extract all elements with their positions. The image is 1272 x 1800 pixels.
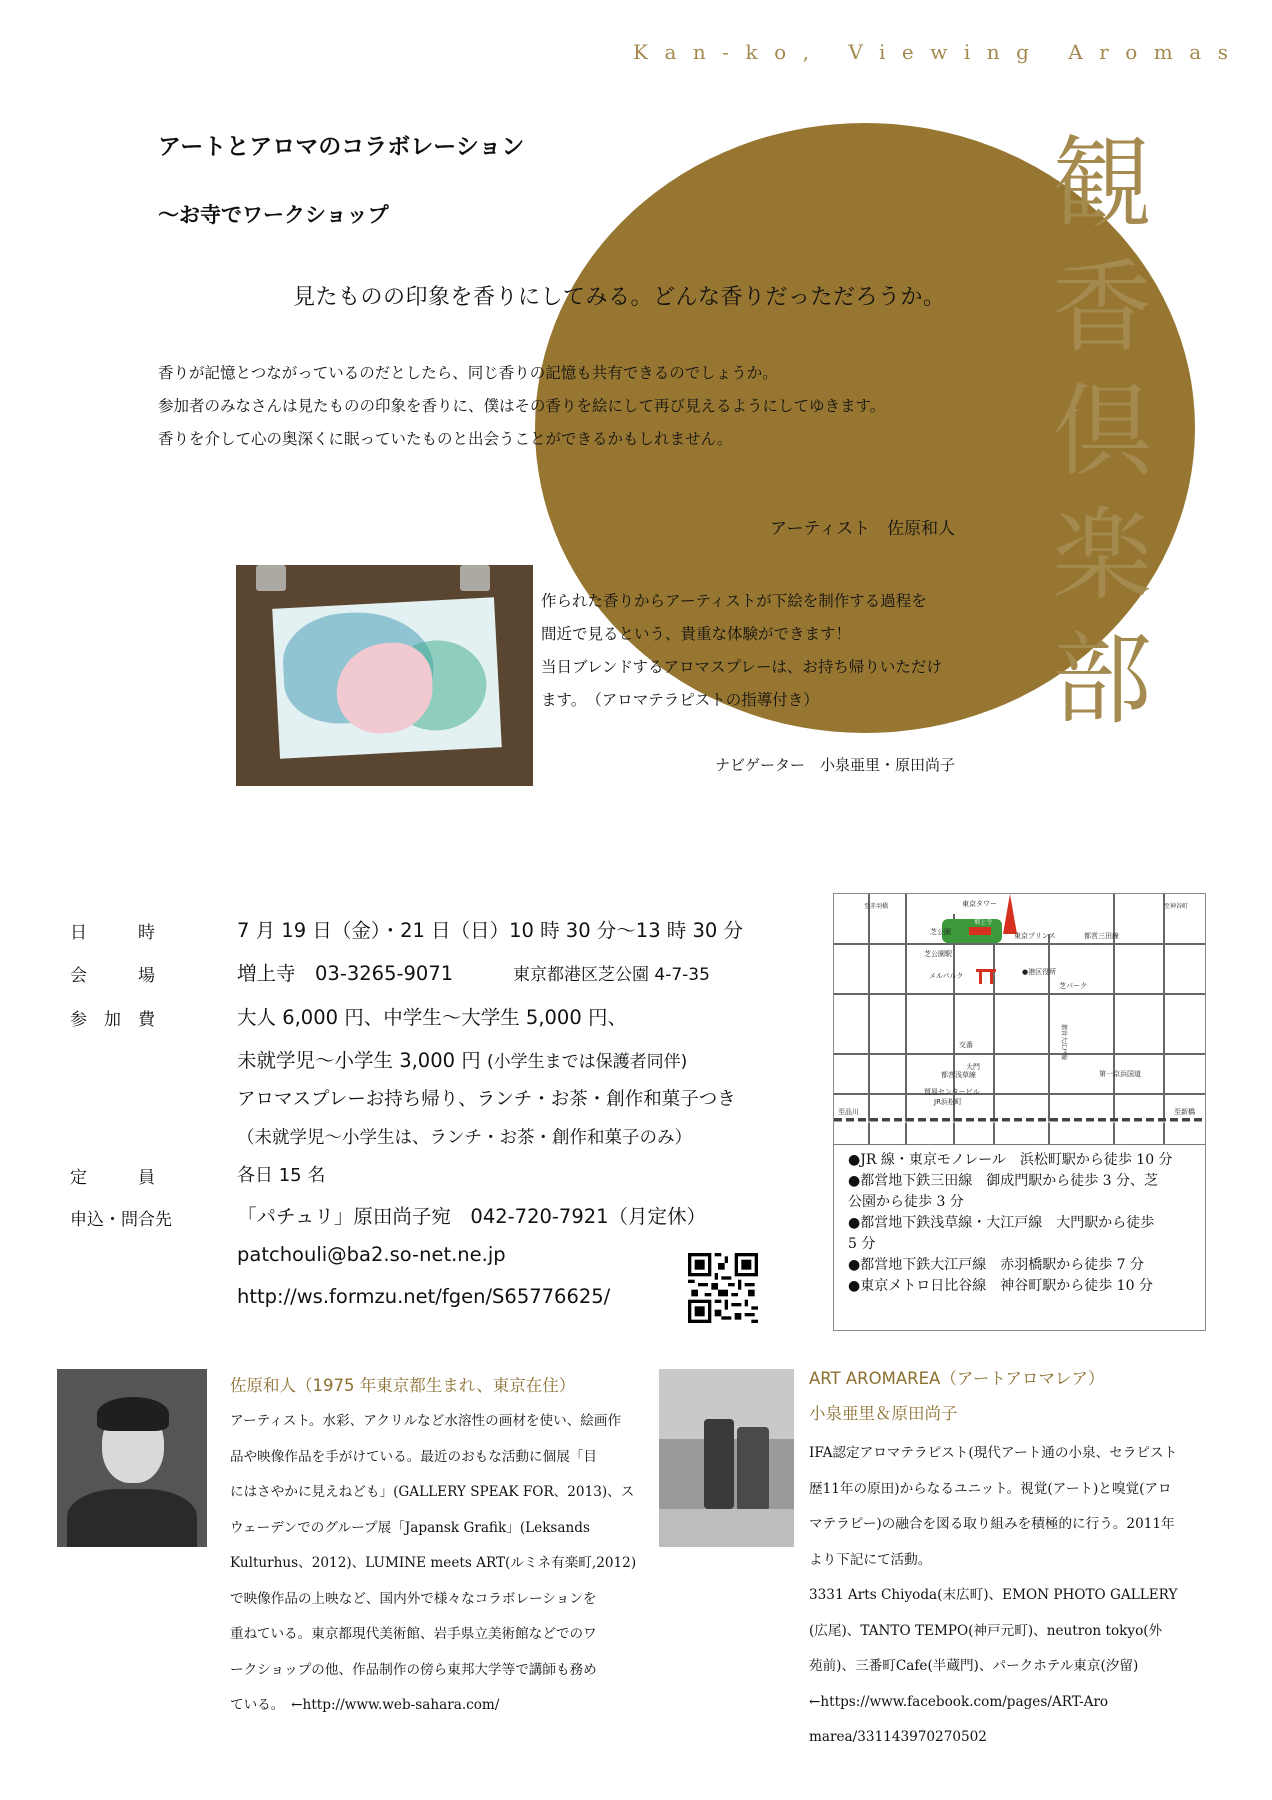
tokyo-tower-icon <box>1003 894 1017 934</box>
map-label: JR浜松町 <box>934 1098 962 1106</box>
intro-line: 香りを介して心の奥深くに眠っていたものと出会うことができるかもしれません。 <box>158 430 733 448</box>
hair <box>97 1397 169 1431</box>
map-label: 増上寺 <box>974 919 993 926</box>
headline: アートとアロマのコラボレーション <box>158 134 525 160</box>
map-label: 都営三田線 <box>1084 932 1119 940</box>
map-label: 至品川 <box>838 1108 859 1116</box>
torii-gate-icon <box>976 969 996 984</box>
venue-name: 増上寺 03-3265-9071 <box>237 962 454 985</box>
access-map <box>833 893 1206 1331</box>
fee-line <box>237 1045 687 1073</box>
date-label: 日 時 <box>70 923 155 943</box>
access-line: ●都営地下鉄三田線 御成門駅から徒歩 3 分、芝 <box>848 1173 1159 1189</box>
map-label: 東京タワー <box>962 900 997 908</box>
map-label: 至赤羽橋 <box>864 903 889 910</box>
tagline: 見たものの印象を香りにしてみる。どんな香りだっただろうか。 <box>293 285 946 310</box>
artist-credit: アーティスト 佐原和人 <box>770 519 956 539</box>
access-line: 5 分 <box>848 1236 876 1252</box>
glass-bottle <box>256 565 286 591</box>
map-label: 至新橋 <box>1174 1108 1195 1116</box>
fee-label: 参 加 費 <box>70 1010 155 1030</box>
access-line: ●都営地下鉄大江戸線 赤羽橋駅から徒歩 7 分 <box>848 1257 1145 1273</box>
url-link[interactable]: http://ws.formzu.net/fgen/S65776625/ <box>237 1285 611 1308</box>
fee-line: （未就学児～小学生は、ランチ・お茶・創作和菓子のみ） <box>237 1128 692 1148</box>
bio-line: アーティスト。水彩、アクリルなど水溶性の画材を使い、絵画作 <box>230 1413 622 1429</box>
map-label: 芝公園駅 <box>924 950 952 958</box>
map-drawing <box>834 894 1205 1144</box>
vertical-title <box>1032 122 1172 742</box>
navigator-credit: ナビゲーター 小泉亜里・原田尚子 <box>715 756 956 774</box>
desc-line: ます。 （アロマテラピストの指導付き） <box>541 691 819 709</box>
bio-line: (広尾)、TANTO TEMPO(神戸元町)、neutron tokyo(外 <box>809 1622 1163 1639</box>
capacity-value: 各日 15 名 <box>237 1165 326 1186</box>
map-label: 至神谷町 <box>1164 903 1189 910</box>
title-char: 楽 <box>1052 497 1152 614</box>
contact-label: 申込・問合先 <box>70 1210 172 1230</box>
desc-line: 作られた香りからアーティストが下絵を制作する過程を <box>541 592 927 610</box>
desc-line: 当日ブレンドするアロマスプレーは、お持ち帰りいただけ <box>541 658 942 676</box>
bio-line: Kulturhus、2012)、LUMINE meets ART(ルミネ有楽町,2012) <box>230 1555 637 1571</box>
aroma-bottle <box>704 1419 734 1509</box>
title-char: 部 <box>1052 621 1152 738</box>
map-label: 芝パーク <box>1059 982 1087 990</box>
desc-line: 間近で見るという、貴重な体験ができます！ <box>541 625 852 643</box>
map-label: 芝公園 <box>930 928 951 936</box>
fee-line: 大人 6,000 円、中学生～大学生 5,000 円、 <box>237 1006 627 1029</box>
access-info <box>848 1150 1173 1297</box>
access-line: 公園から徒歩 3 分 <box>848 1194 964 1210</box>
email-link[interactable]: patchouli@ba2.so-net.ne.jp <box>237 1243 506 1266</box>
title-char: 倶 <box>1052 373 1152 490</box>
aroma-bottles-photo <box>659 1369 794 1547</box>
map-divider <box>834 1144 1205 1145</box>
sahara-bio <box>230 1404 636 1724</box>
watercolor-photo <box>236 565 533 786</box>
map-label: 貿易センタービル <box>924 1088 980 1096</box>
bio-line: 苑前)、三番町Cafe(半蔵門)、パークホテル東京(汐留) <box>809 1658 1139 1674</box>
date-value: 7 月 19 日（金）・21 日（日）10 時 30 分～13 時 30 分 <box>237 919 744 942</box>
map-label: メルパルク <box>929 972 964 980</box>
portrait-photo <box>57 1369 207 1547</box>
aroma-bottle <box>737 1427 769 1511</box>
english-subtitle: Kan-ko, Viewing Aromas <box>633 40 1245 64</box>
map-label: 東京プリンス <box>1014 932 1056 940</box>
intro-line: 香りが記憶とつながっているのだとしたら、同じ香りの記憶も共有できるのでしょうか。 <box>158 364 778 382</box>
access-line: ●都営地下鉄浅草線・大江戸線 大門駅から徒歩 <box>848 1215 1155 1231</box>
map-label: 第一京浜国道 <box>1099 1070 1141 1078</box>
fee-child: 未就学児～小学生 3,000 円 <box>237 1049 481 1072</box>
contact-value: 「パチュリ」原田尚子宛 042-720-7921（月定休） <box>237 1205 707 1228</box>
bio-line: 品や映像作品を手がけている。最近のおもな活動に個展「目 <box>230 1448 598 1465</box>
map-label: 都営浅草線 <box>941 1071 976 1079</box>
art-bio <box>809 1436 1177 1756</box>
watercolor-paper <box>272 597 502 758</box>
subheadline: ～お寺でワークショップ <box>158 203 389 227</box>
map-label: 大門 <box>966 1063 980 1071</box>
bio-line: マテラピー)の融合を図る取り組みを積極的に行う。2011年 <box>809 1516 1175 1532</box>
bio-line: marea/331143970270502 <box>809 1729 987 1745</box>
bio-line: ←https://www.facebook.com/pages/ART-Aro <box>809 1693 1109 1710</box>
venue-label: 会 場 <box>70 966 155 986</box>
bio-line: で映像作品の上映など、国内外で様々なコラボレーションを <box>230 1590 597 1607</box>
venue-address: 東京都港区芝公園 4-7-35 <box>513 965 710 985</box>
bio-line: ウェーデンでのグループ展「Japansk Grafik」(Leksands <box>230 1519 590 1536</box>
art-subheading: 小泉亜里＆原田尚子 <box>809 1404 958 1423</box>
map-label: 都営大江戸線 <box>1060 1024 1067 1061</box>
bio-line: にはさやかに見えねども」(GALLERY SPEAK FOR、2013)、ス <box>230 1484 635 1500</box>
bio-line: IFA認定アロマテラピスト(現代アート通の小泉、セラピスト <box>809 1445 1178 1461</box>
intro-line: 参加者のみなさんは見たものの印象を香りに、僕はその香りを絵にして再び見えるようにしてゆきます。 <box>158 397 886 415</box>
art-heading: ART AROMAREA（アートアロマレア） <box>809 1369 1105 1388</box>
bio-line: ークショップの他、作品制作の傍ら東邦大学等で講師も務め <box>230 1661 597 1678</box>
glass-bottle <box>460 565 490 591</box>
bio-line: 重ねている。東京都現代美術館、岩手県立美術館などでのワ <box>230 1626 597 1642</box>
workshop-description <box>541 585 942 717</box>
capacity-label: 定 員 <box>70 1168 155 1188</box>
map-label: 交番 <box>959 1041 973 1049</box>
title-char: 香 <box>1052 249 1152 366</box>
access-line: ●東京メトロ日比谷線 神谷町駅から徒歩 10 分 <box>848 1278 1153 1294</box>
bio-line: ている。 ←http://www.web-sahara.com/ <box>230 1697 500 1713</box>
intro-text <box>158 357 885 456</box>
qr-code-icon <box>688 1253 758 1323</box>
title-char: 観 <box>1052 125 1152 242</box>
bio-line: 3331 Arts Chiyoda(末広町)、EMON PHOTO GALLERY <box>809 1587 1178 1603</box>
map-label: ●港区役所 <box>1022 968 1057 976</box>
fee-note: (小学生までは保護者同伴) <box>486 1052 688 1072</box>
sahara-heading: 佐原和人（1975 年東京都生まれ、東京在住） <box>230 1376 576 1395</box>
table-surface <box>659 1509 794 1547</box>
fee-line: アロマスプレーお持ち帰り、ランチ・お茶・創作和菓子つき <box>237 1089 736 1110</box>
bio-line: 歴11年の原田)からなるユニット。視覚(アート)と嗅覚(アロ <box>809 1480 1172 1497</box>
shoulders <box>67 1489 197 1547</box>
access-line: ●JR 線・東京モノレール 浜松町駅から徒歩 10 分 <box>848 1152 1173 1168</box>
bio-line: より下記にて活動。 <box>809 1551 932 1568</box>
